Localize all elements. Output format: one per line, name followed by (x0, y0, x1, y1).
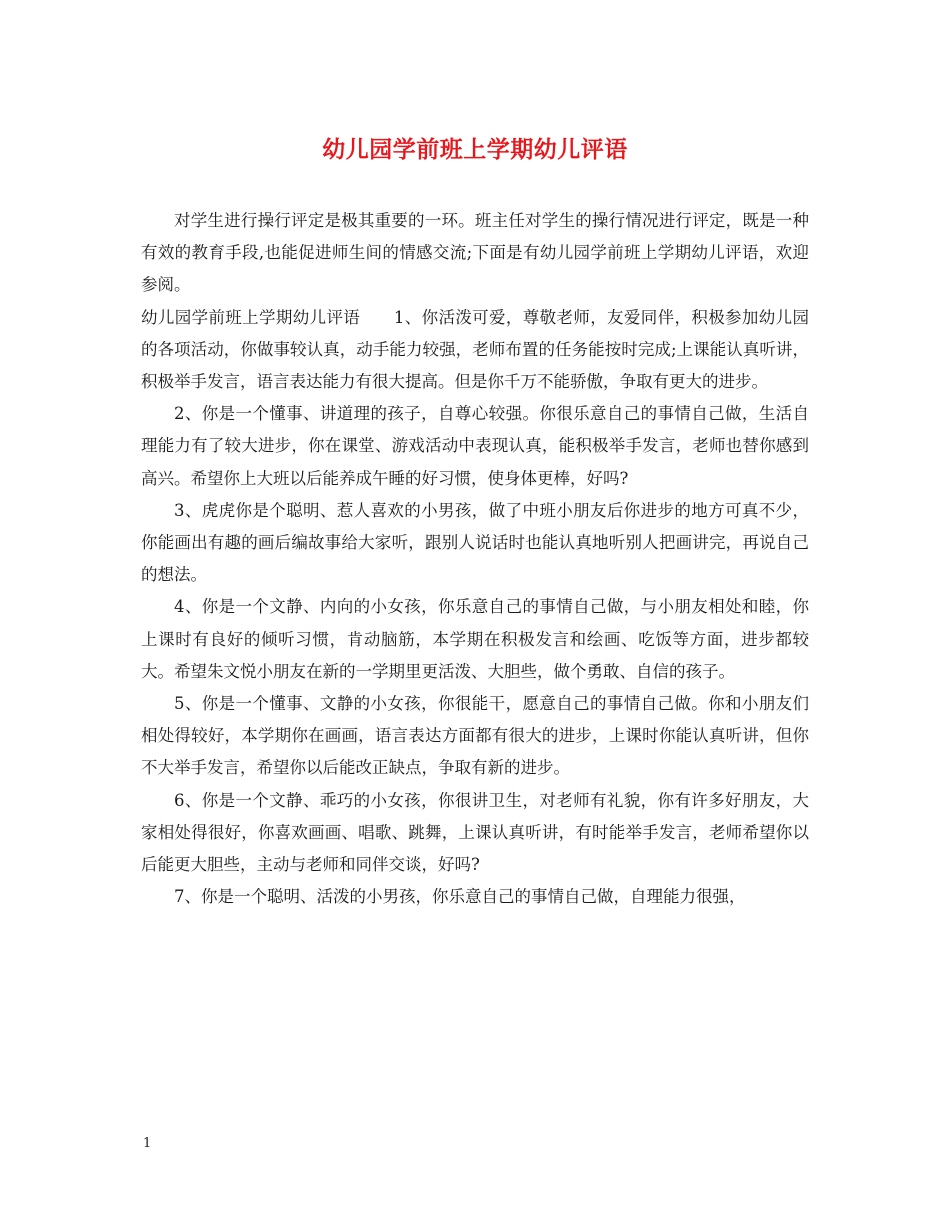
page-number: 1 (143, 1136, 152, 1151)
paragraph-comment-2: 2、你是一个懂事、讲道理的孩子，自尊心较强。你很乐意自己的事情自己做，生活自理能力有了较大进步，你在课堂、游戏活动中表现认真，能积极举手发言，老师也替你感到高兴。希望你上大班以后能养成午睡的好习惯，使身体更棒，好吗? (141, 404, 809, 488)
paragraph-comment-6: 6、你是一个文静、乖巧的小女孩，你很讲卫生，对老师有礼貌，你有许多好朋友，大家相处得很好，你喜欢画画、唱歌、跳舞，上课认真听讲，有时能举手发言，老师希望你以后能更大胆些，主动与老师和同伴交谈，好吗? (141, 790, 809, 875)
paragraph-intro: 对学生进行操行评定是极其重要的一环。班主任对学生的操行情况进行评定，既是一种有效的教育手段,也能促进师生间的情感交流;下面是有幼儿园学前班上学期幼儿评语，欢迎参阅。 (141, 211, 809, 295)
paragraph-comment-7: 7、你是一个聪明、活泼的小男孩，你乐意自己的事情自己做，自理能力很强， (174, 887, 746, 907)
paragraph-comment-3: 3、虎虎你是个聪明、惹人喜欢的小男孩，做了中班小朋友后你进步的地方可真不少，你能画出有趣的画后编故事给大家听，跟别人说话时也能认真地听别人把画讲完，再说自己的想法。 (141, 500, 809, 585)
paragraph-comment-4: 4、你是一个文静、内向的小女孩，你乐意自己的事情自己做，与小朋友相处和睦，你上课时有良好的倾听习惯，肯动脑筋，本学期在积极发言和绘画、吃饭等方面，进步都较大。希望朱文悦小朋友在新的一学期里更活泼、大胆些，做个勇敢、自信的孩子。 (141, 597, 809, 681)
document-body (141, 205, 809, 913)
paragraph-comment-5: 5、你是一个懂事、文静的小女孩，你很能干，愿意自己的事情自己做。你和小朋友们相处得较好，本学期你在画画，语言表达方面都有很大的进步，上课时你能认真听讲，但你不大举手发言，希望你以后能改正缺点，争取有新的进步。 (141, 694, 809, 778)
paragraph-comment-1: 幼儿园学前班上学期幼儿评语 1、你活泼可爱，尊敬老师，友爱同伴，积极参加幼儿园的各项活动，你做事较认真，动手能力较强，老师布置的任务能按时完成;上课能认真听讲，积极举手发言，语言表达能力有很大提高。但是你千万不能骄傲，争取有更大的进步。 (141, 307, 809, 392)
document-title: 幼儿园学前班上学期幼儿评语 (322, 136, 628, 163)
